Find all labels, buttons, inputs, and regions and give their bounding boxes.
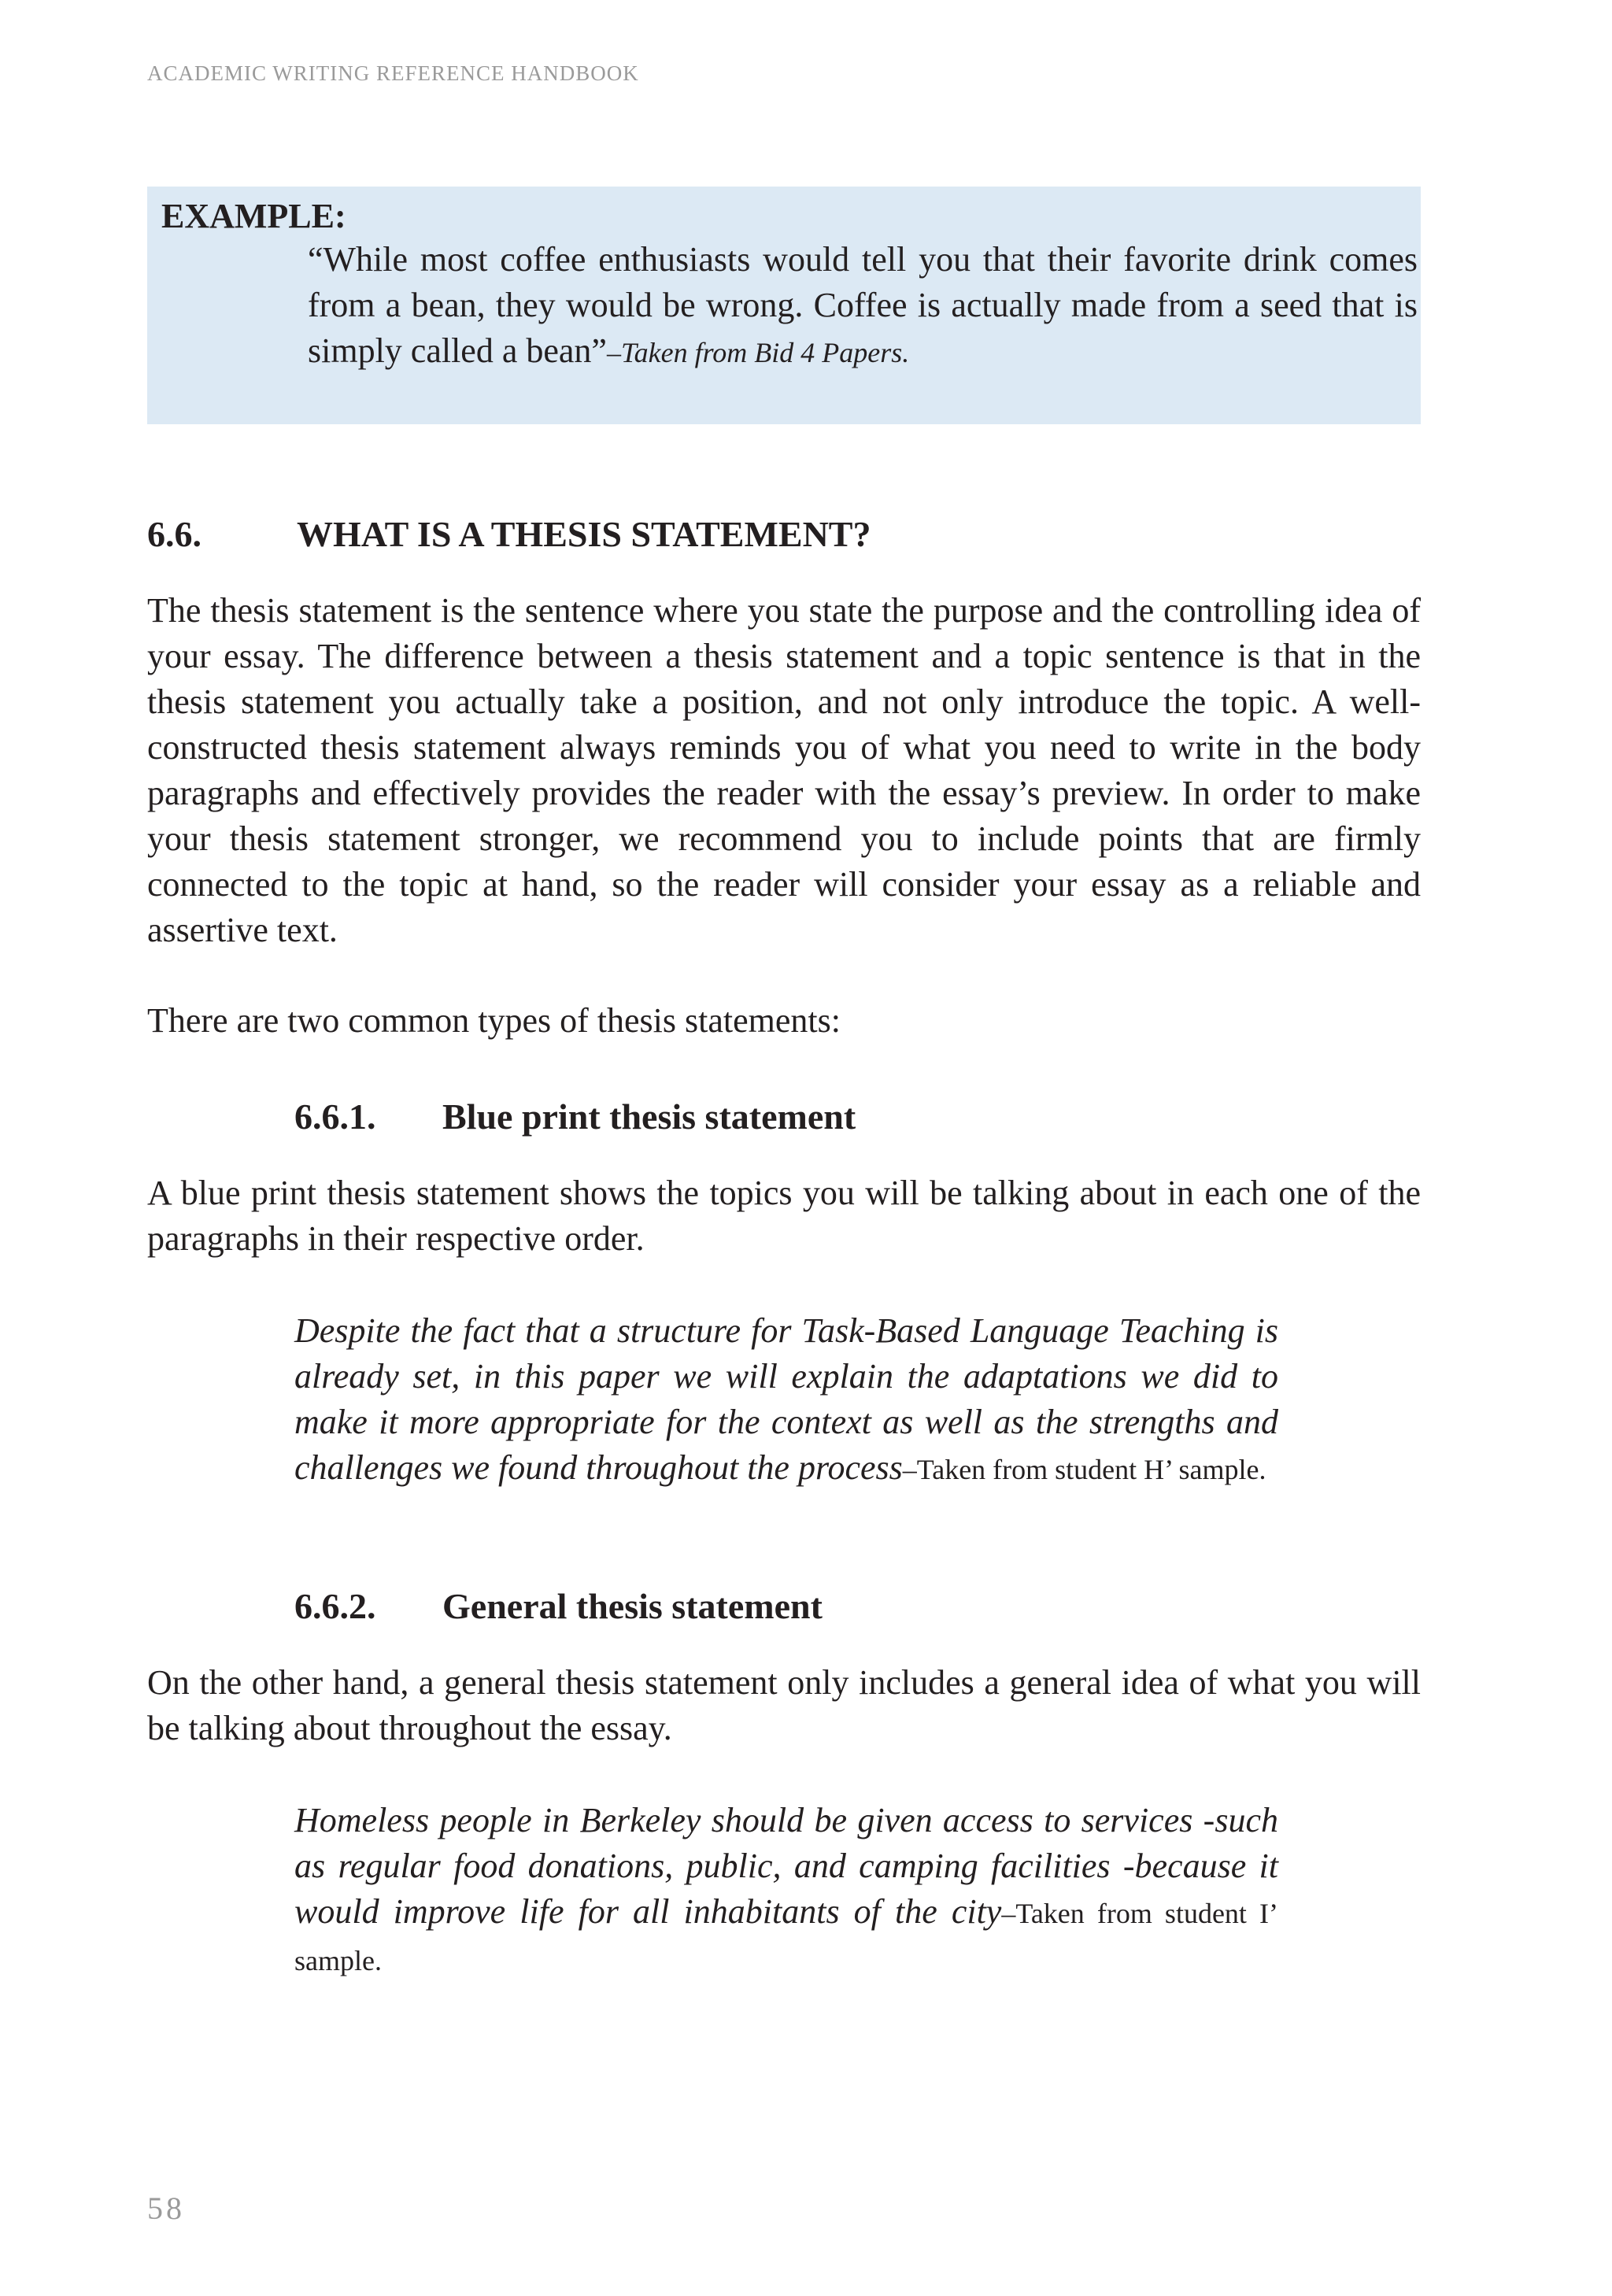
blueprint-example-source: –Taken from student H’ sample. [902,1454,1266,1485]
blueprint-example-quote [294,1308,1278,1492]
blueprint-description: A blue print thesis statement shows the topics you will be talking about in each one of the paragraphs in their respective order. [147,1174,1421,1258]
section-intro-paragraph: The thesis statement is the sentence where you state the purpose and the controlling idea of your essay. The difference between a thesis statement and a topic sentence is that in the thesis statement you actually take a position, and not only introduce the topic. A well-constructed thesis statement always reminds you of what you need to write in the body paragraphs and effectively provides the reader with the essay’s preview. In order to make your thesis statement stronger, we recommend you to include points that are firmly connected to the topic at hand, so the reader will consider your essay as a reliable and assertive text. [147,591,1421,949]
section-number: 6.6. [147,514,202,554]
subsection-number: 6.6.2. [294,1586,376,1626]
general-example-source: –Taken from student I’ sample. [294,1898,1278,1976]
running-header: ACADEMIC WRITING REFERENCE HANDBOOK [147,61,639,85]
subsection-title: Blue print thesis statement [442,1096,856,1137]
general-description: On the other hand, a general thesis statement only includes a general idea of what you will be talking about throughout the essay. [147,1663,1421,1747]
general-example-text: Homeless people in Berkeley should be given access to services -such as regular food donations, public, and camping facilities -because it would improve life for all inhabitants of the city [294,1801,1278,1931]
subsection-title: General thesis statement [442,1586,823,1626]
subsection-number: 6.6.1. [294,1096,376,1137]
section-title: WHAT IS A THESIS STATEMENT? [297,514,871,554]
example-quote [308,237,1418,375]
types-intro-paragraph: There are two common types of thesis statements: [147,1001,841,1040]
example-box [147,187,1421,424]
example-label: EXAMPLE: [161,197,346,235]
blueprint-example-text: Despite the fact that a structure for Task-Based Language Teaching is already set, in this paper we will explain the adaptations we did to make it more appropriate for the context as well as the strengths and challenges we found throughout the process [294,1311,1278,1487]
example-source: –Taken from Bid 4 Papers. [606,337,910,368]
example-quote-text: “While most coffee enthusiasts would tell you that their favorite drink comes from a bean, they would be wrong. Coffee is actually made from a seed that is simply called a bean” [308,240,1418,370]
subsection-heading-blueprint [294,1095,856,1138]
general-example-quote [294,1798,1278,1984]
section-heading [147,512,871,556]
subsection-heading-general [294,1584,823,1628]
page-number: 58 [147,2191,185,2226]
